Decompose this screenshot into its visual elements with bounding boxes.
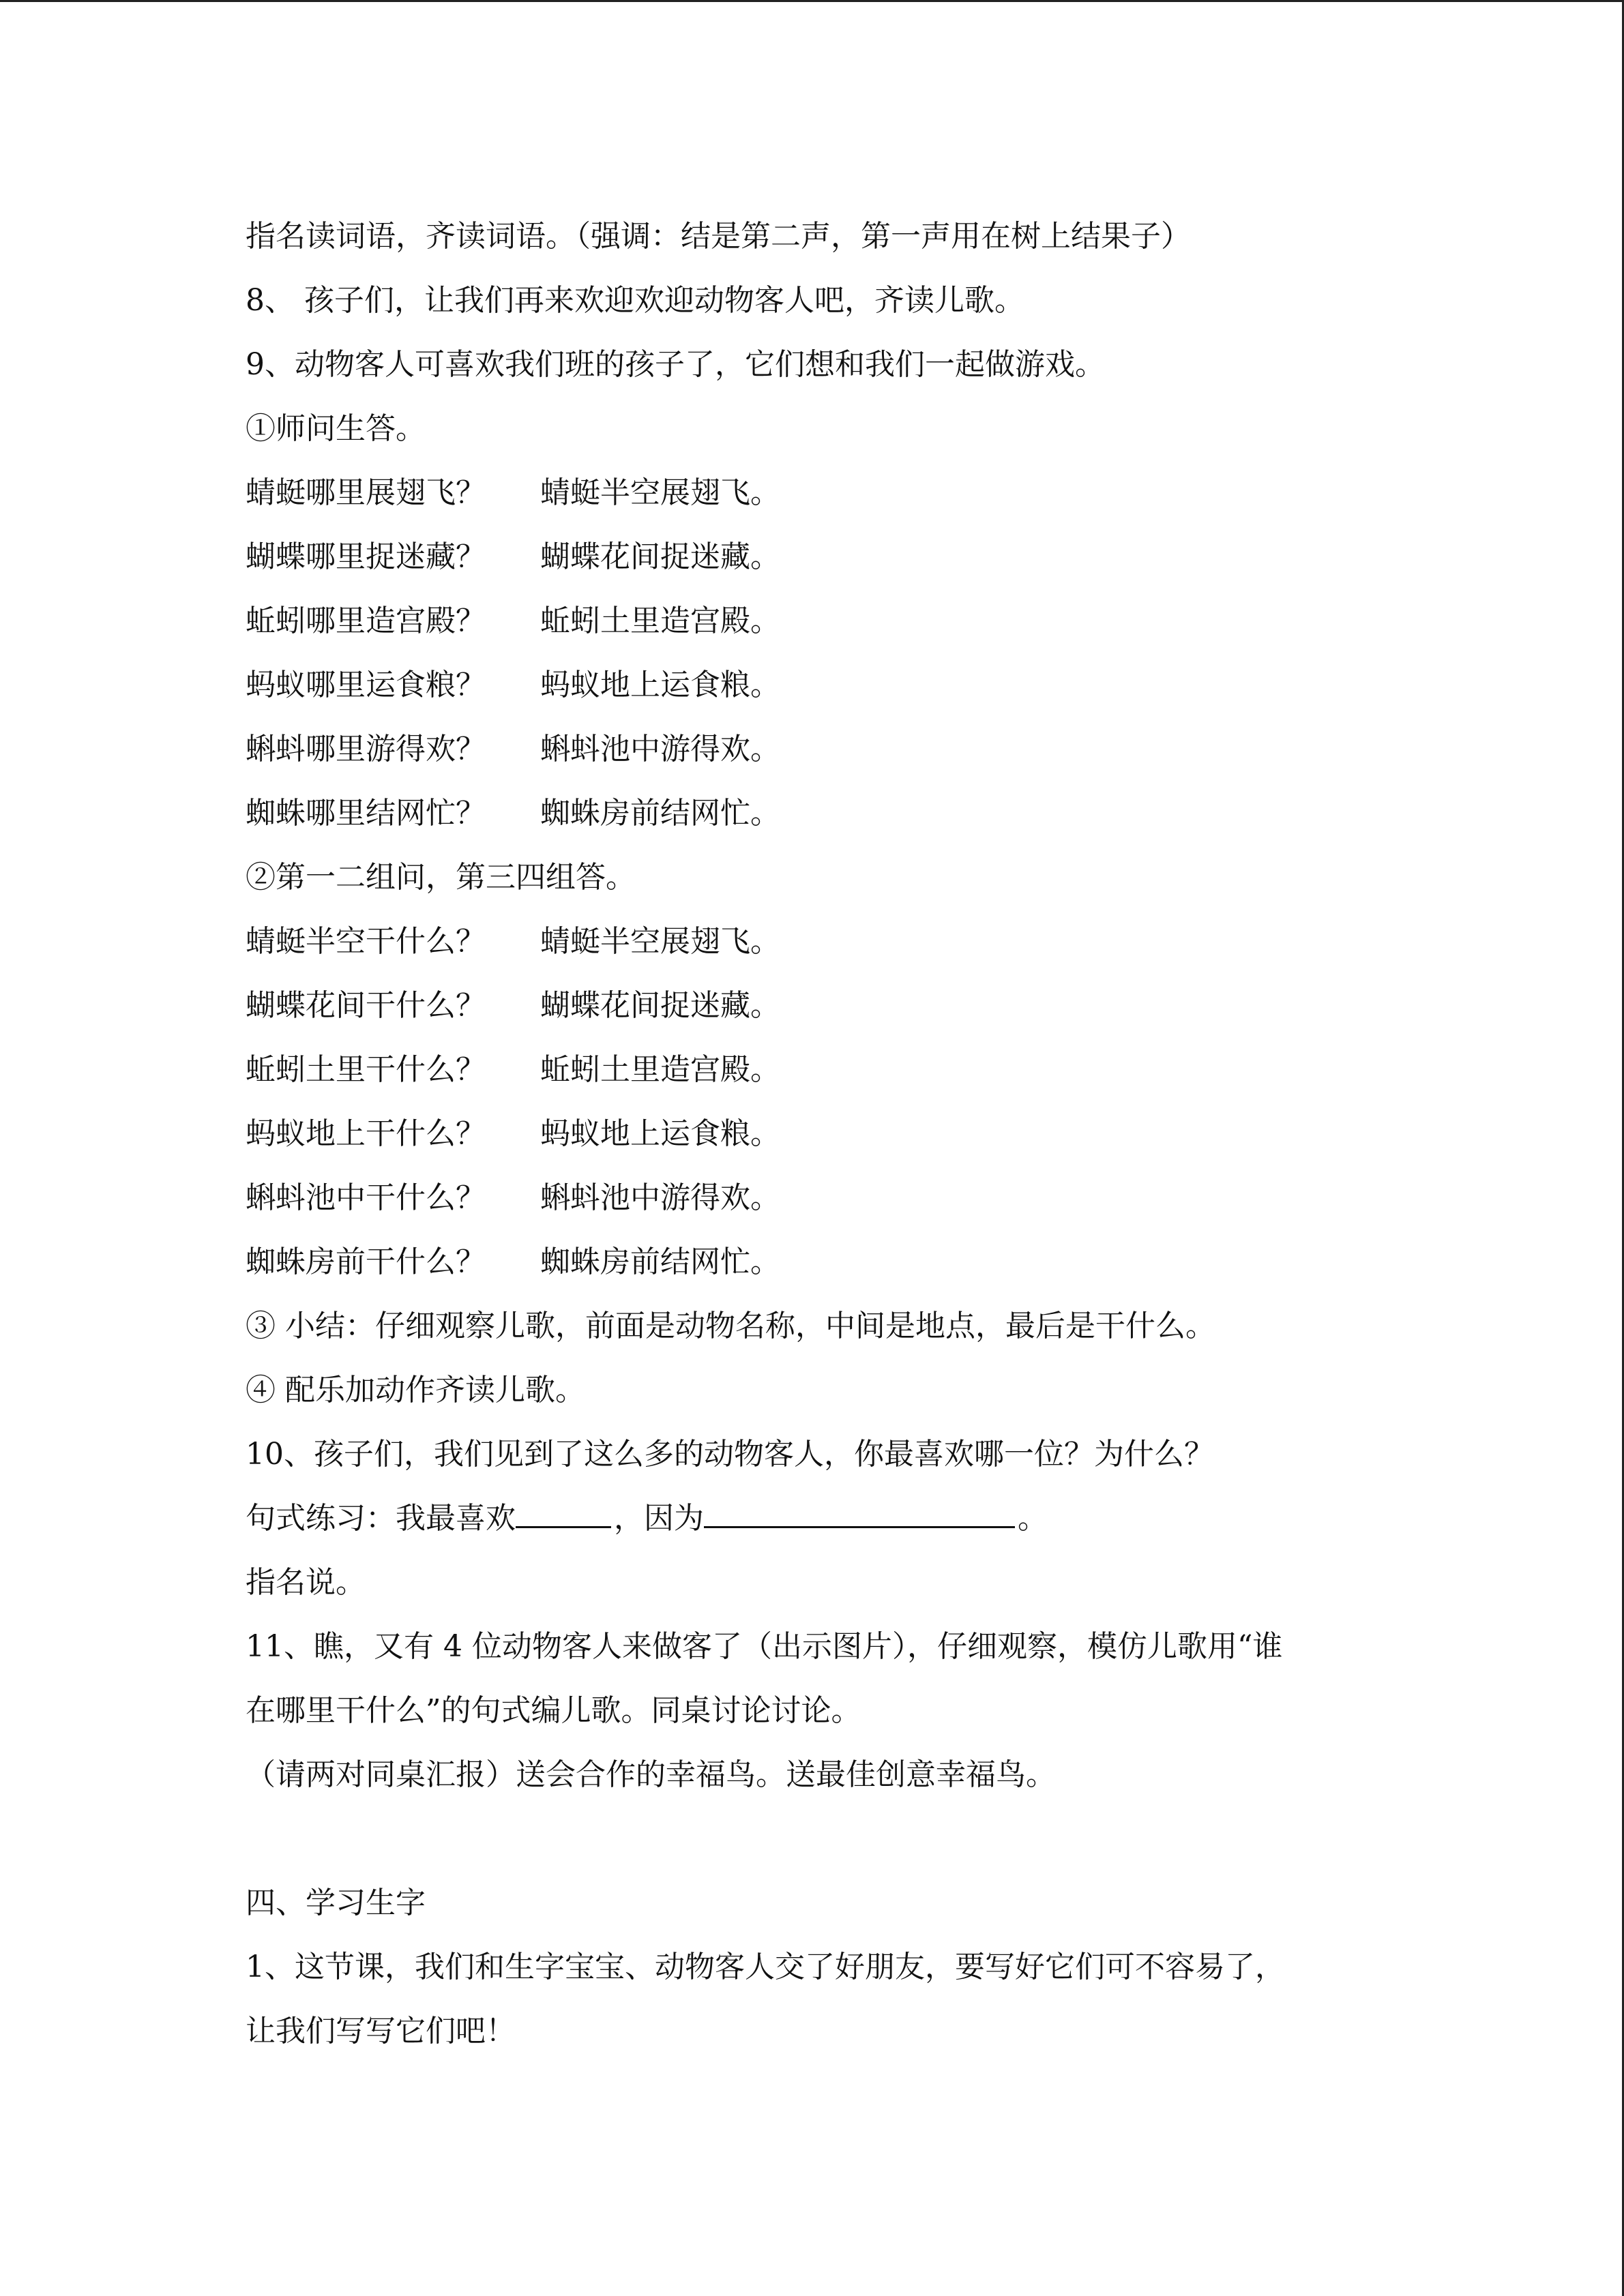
qa-row — [246, 1230, 1378, 1294]
qa-question: 蝴蝶花间干什么？ — [246, 988, 486, 1023]
step-10: 10、孩子们，我们见到了这么多的动物客人，你最喜欢哪一位？为什么？ — [246, 1437, 1214, 1472]
sub-step-4: ④ 配乐加动作齐读儿歌。 — [246, 1373, 585, 1407]
qa-answer: 蝌蚪池中游得欢。 — [540, 1180, 780, 1215]
fill-blank-long — [704, 1523, 1015, 1528]
page-top-border — [0, 0, 1624, 2]
qa-answer: 蚂蚁地上运食粮。 — [540, 668, 780, 702]
qa-row — [246, 717, 1378, 781]
section-four-step-1: 1、这节课，我们和生字宝宝、动物客人交了好朋友，要写好它们可不容易了， — [246, 1950, 1285, 1984]
qa-list-round-1 — [246, 461, 1378, 846]
step-11: 11、瞧，又有 4 位动物客人来做客了（出示图片），仔细观察，模仿儿歌用“谁 — [246, 1629, 1283, 1664]
qa-question: 蝌蚪哪里游得欢？ — [246, 732, 486, 766]
sentence-practice-end: 。 — [1018, 1501, 1048, 1536]
qa-answer: 蝴蝶花间捉迷藏。 — [540, 988, 780, 1023]
section-four-step-1-continued: 让我们写写它们吧！ — [246, 2014, 516, 2048]
qa-row — [246, 461, 1378, 525]
sentence-practice — [246, 1487, 1378, 1551]
qa-row — [246, 653, 1378, 717]
qa-question: 蜻蜓半空干什么？ — [246, 924, 486, 959]
sentence-practice-middle: ，因为 — [614, 1501, 704, 1536]
qa-question: 蚂蚁哪里运食粮？ — [246, 668, 486, 702]
qa-question: 蝴蝶哪里捉迷藏？ — [246, 539, 486, 574]
qa-row — [246, 1166, 1378, 1230]
section-heading-four: 四、学习生字 — [246, 1885, 426, 1920]
qa-row — [246, 910, 1378, 974]
qa-answer: 蜻蜓半空展翅飞。 — [540, 475, 780, 510]
qa-list-round-2 — [246, 910, 1378, 1294]
qa-row — [246, 1038, 1378, 1102]
qa-row — [246, 974, 1378, 1038]
fill-blank-short — [516, 1523, 611, 1528]
sub-step-2: ②第一二组问，第三四组答。 — [246, 860, 636, 895]
sub-step-1: ①师问生答。 — [246, 411, 426, 446]
qa-answer: 蜘蛛房前结网忙。 — [540, 1244, 780, 1279]
qa-answer: 蝴蝶花间捉迷藏。 — [540, 539, 780, 574]
call-on-students: 指名说。 — [246, 1565, 366, 1600]
qa-question: 蜘蛛哪里结网忙？ — [246, 796, 486, 831]
qa-row — [246, 781, 1378, 846]
qa-question: 蚂蚁地上干什么？ — [246, 1116, 486, 1151]
qa-question: 蝌蚪池中干什么？ — [246, 1180, 486, 1215]
document-body — [246, 205, 1378, 2063]
qa-question: 蜘蛛房前干什么？ — [246, 1244, 486, 1279]
qa-row — [246, 1102, 1378, 1166]
qa-answer: 蚯蚓土里造宫殿。 — [540, 1052, 780, 1087]
qa-question: 蚯蚓土里干什么？ — [246, 1052, 486, 1087]
qa-question: 蜻蜓哪里展翅飞？ — [246, 475, 486, 510]
qa-question: 蚯蚓哪里造宫殿？ — [246, 603, 486, 638]
qa-answer: 蚯蚓土里造宫殿。 — [540, 603, 780, 638]
report-note: （请两对同桌汇报）送会合作的幸福鸟。送最佳创意幸福鸟。 — [246, 1757, 1056, 1792]
step-8: 8、 孩子们，让我们再来欢迎欢迎动物客人吧，齐读儿歌。 — [246, 283, 1024, 318]
qa-answer: 蜻蜓半空展翅飞。 — [540, 924, 780, 959]
step-11-continued: 在哪里干什么”的句式编儿歌。同桌讨论讨论。 — [246, 1693, 861, 1728]
spacer — [246, 1807, 1378, 1871]
qa-answer: 蝌蚪池中游得欢。 — [540, 732, 780, 766]
sub-step-3-summary: ③ 小结：仔细观察儿歌，前面是动物名称，中间是地点，最后是干什么。 — [246, 1309, 1215, 1343]
step-9: 9、动物客人可喜欢我们班的孩子了，它们想和我们一起做游戏。 — [246, 347, 1105, 382]
paragraph-read-words: 指名读词语，齐读词语。（强调：结是第二声，第一声用在树上结果子） — [246, 219, 1191, 254]
sentence-practice-prefix: 句式练习：我最喜欢 — [246, 1501, 516, 1536]
qa-answer: 蜘蛛房前结网忙。 — [540, 796, 780, 831]
qa-answer: 蚂蚁地上运食粮。 — [540, 1116, 780, 1151]
qa-row — [246, 525, 1378, 589]
qa-row — [246, 589, 1378, 653]
